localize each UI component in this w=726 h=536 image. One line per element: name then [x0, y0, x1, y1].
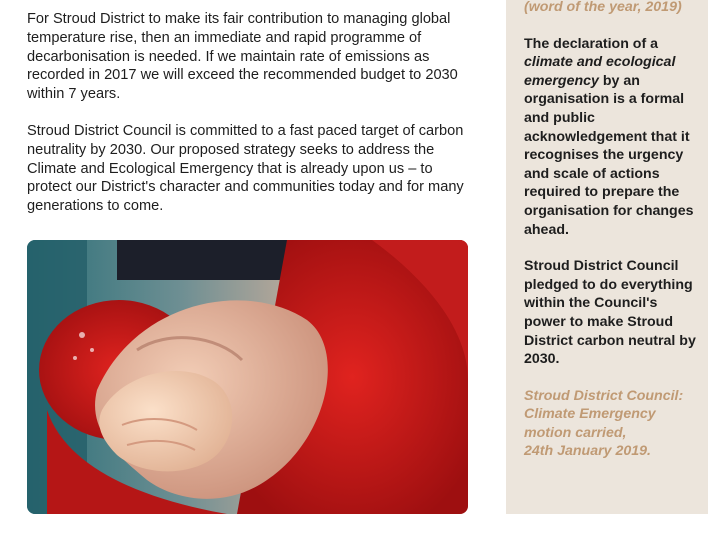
declaration-text	[524, 35, 700, 240]
main-column	[27, 10, 472, 216]
attribution-line-2: Climate Emergency	[524, 406, 656, 423]
hands-photo	[27, 240, 468, 514]
attribution-line-1: Stroud District Council:	[524, 387, 684, 404]
declaration-emphasis: climate and ecological emergency	[524, 54, 676, 89]
hands-photo-illustration	[27, 240, 468, 514]
commitment-paragraph: Stroud District Council is committed to a fast paced target of carbon neutrality by 2030. Our proposed strategy seeks to address the Climate and Ecological Emergency that is already upon us – to protect our District's character and communities today and for many generations to come.	[27, 122, 464, 215]
attribution-line-3: motion carried,	[524, 424, 627, 441]
sidebar-content	[524, 0, 700, 461]
declaration-suffix: by an organisation is a formal and public acknowledgement that it recognises the urgency and scale of actions required to prepare the organisation for changes ahead.	[524, 72, 694, 238]
pledge-text: Stroud District Council pledged to do everything within the Council's power to make Stroud District carbon neutral by 2030.	[524, 258, 696, 368]
attribution	[524, 387, 700, 461]
word-of-year-note: (word of the year, 2019)	[524, 0, 682, 15]
attribution-line-4: 24th January 2019.	[524, 443, 651, 460]
declaration-prefix: The declaration of a	[524, 35, 659, 52]
intro-paragraph: For Stroud District to make its fair contribution to managing global temperature rise, then an immediate and rapid programme of decarbonisation is needed. If we maintain rate of emissions as recorded in 2017 we will exceed the recommended budget to 2030 within 7 years.	[27, 11, 458, 103]
sidebar-panel	[506, 0, 708, 514]
